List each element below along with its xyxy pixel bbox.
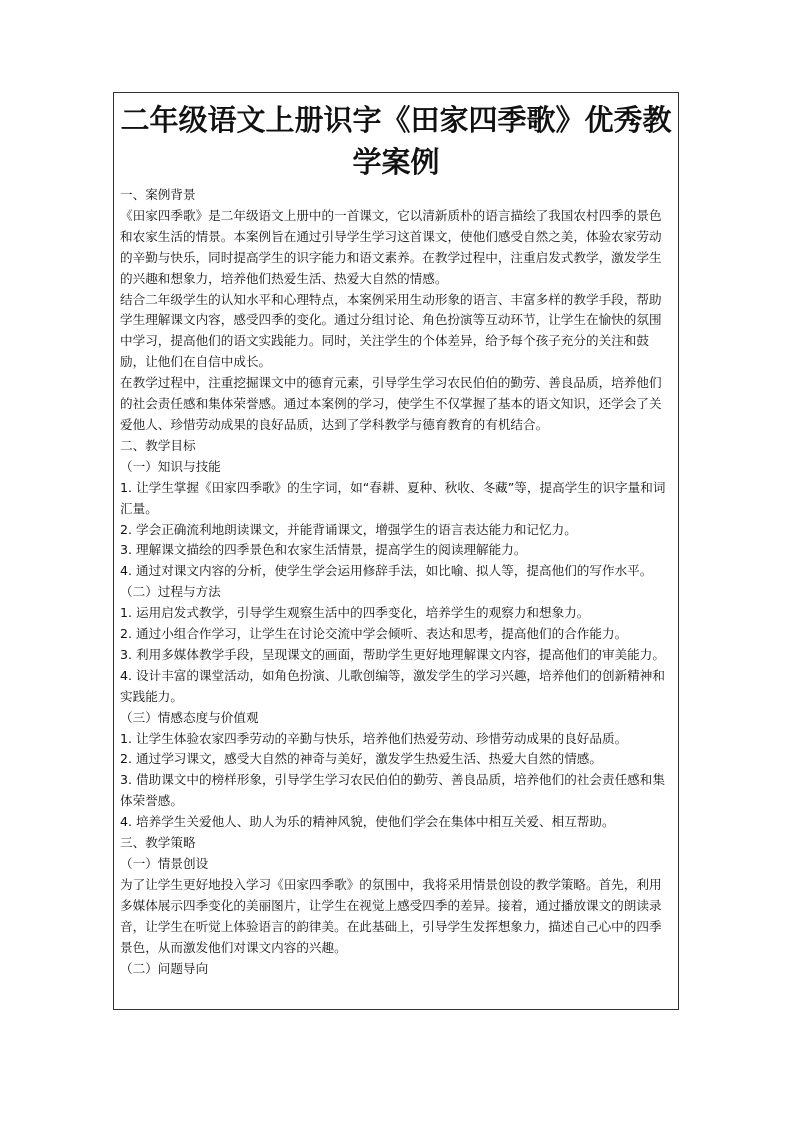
doc-paragraph-p1: 《田家四季歌》是二年级语文上册中的一首课文，它以清新质朴的语言描绘了我国农村四季的景色和农家生活的情景。本案例旨在通过引导学生学习这首课文，使他们感受自然之美，体验农家劳动的辛勤与快乐，同时提高学生的识字能力和语文素养。在教学过程中，注重启发式教学，激发学生的兴趣和想象力，培养他们热爱生活、热爱大自然的情感。 [120,207,662,286]
doc-item-b4: 4. 设计丰富的课堂活动，如角色扮演、儿歌创编等，激发学生的学习兴趣，培养他们的创新精神和实践能力。 [120,667,665,704]
document-body [120,185,672,979]
doc-item-a1: 1. 让学生掌握《田家四季歌》的生字词，如“春耕、夏种、秋收、冬藏”等，提高学生的识字量和词汇量。 [120,479,666,516]
doc-item-c2: 2. 通过学习课文，感受大自然的神奇与美好，激发学生热爱生活、热爱大自然的情感。 [120,751,602,767]
doc-paragraph-p2: 结合二年级学生的认知水平和心理特点，本案例采用生动形象的语言、丰富多样的教学手段，帮助学生理解课文内容，感受四季的变化。通过分组讨论、角色扮演等互动环节，让学生在愉快的氛围中学习，提高他们的语文实践能力。同时，关注学生的个体差异，给予每个孩子充分的关注和鼓励，让他们在自信中成长。 [120,291,662,370]
doc-paragraph-p3: 在教学过程中，注重挖掘课文中的德育元素，引导学生学习农民伯伯的勤劳、善良品质，培养他们的社会责任感和集体荣誉感。通过本案例的学习，使学生不仅掌握了基本的语文知识，还学会了关爱他人、珍惜劳动成果的良好品质，达到了学科教学与德育教育的有机结合。 [120,375,662,432]
doc-item-c4: 4. 培养学生关爱他人、助人为乐的精神风貌，使他们学会在集体中相互关爱、相互帮助。 [120,814,615,830]
doc-item-b1: 1. 运用启发式教学，引导学生观察生活中的四季变化，培养学生的观察力和想象力。 [120,605,590,621]
doc-heading-h1: 一、案例背景 [120,187,196,202]
doc-subheading-h3b: （二）问题导向 [120,960,209,976]
doc-item-c3: 3. 借助课文中的榜样形象，引导学生学习农民伯伯的勤劳、善良品质，培养他们的社会责任感和集体荣誉感。 [120,772,665,809]
doc-item-b2: 2. 通过小组合作学习，让学生在讨论交流中学会倾听、表达和思考，提高他们的合作能力。 [120,626,628,642]
doc-paragraph-d1: 为了让学生更好地投入学习《田家四季歌》的氛围中，我将采用情景创设的教学策略。首先，利用多媒体展示四季变化的美丽图片，让学生在视觉上感受四季的差异。接着，通过播放课文的朗读录音，让学生在听觉上体验语言的韵律美。在此基础上，引导学生发挥想象力，描述自己心中的四季景色，从而激发他们对课文内容的兴趣。 [120,876,662,955]
doc-item-c1: 1. 让学生体验农家四季劳动的辛勤与快乐，培养他们热爱劳动、珍惜劳动成果的良好品质。 [120,730,628,746]
doc-item-a3: 3. 理解课文描绘的四季景色和农家生活情景，提高学生的阅读理解能力。 [120,542,527,558]
doc-item-b3: 3. 利用多媒体教学手段，呈现课文的画面，帮助学生更好地理解课文内容，提高他们的审美能力。 [120,646,665,662]
doc-subheading-h2a: （一）知识与技能 [120,458,221,474]
doc-heading-h3: 三、教学策略 [120,835,196,851]
doc-subheading-h3a: （一）情景创设 [120,856,209,871]
doc-subheading-h2c: （三）情感态度与价值观 [120,709,259,725]
document-frame [113,92,679,1010]
doc-item-a2: 2. 学会正确流利地朗读课文，并能背诵课文，增强学生的语言表达能力和记忆力。 [120,521,577,537]
doc-item-a4: 4. 通过对课文内容的分析，使学生学会运用修辞手法，如比喻、拟人等，提高他们的写作水平。 [120,563,653,579]
doc-heading-h2: 二、教学目标 [120,437,196,453]
doc-subheading-h2b: （二）过程与方法 [120,584,221,600]
document-title: 二年级语文上册识字《田家四季歌》优秀教学案例 [120,103,672,179]
